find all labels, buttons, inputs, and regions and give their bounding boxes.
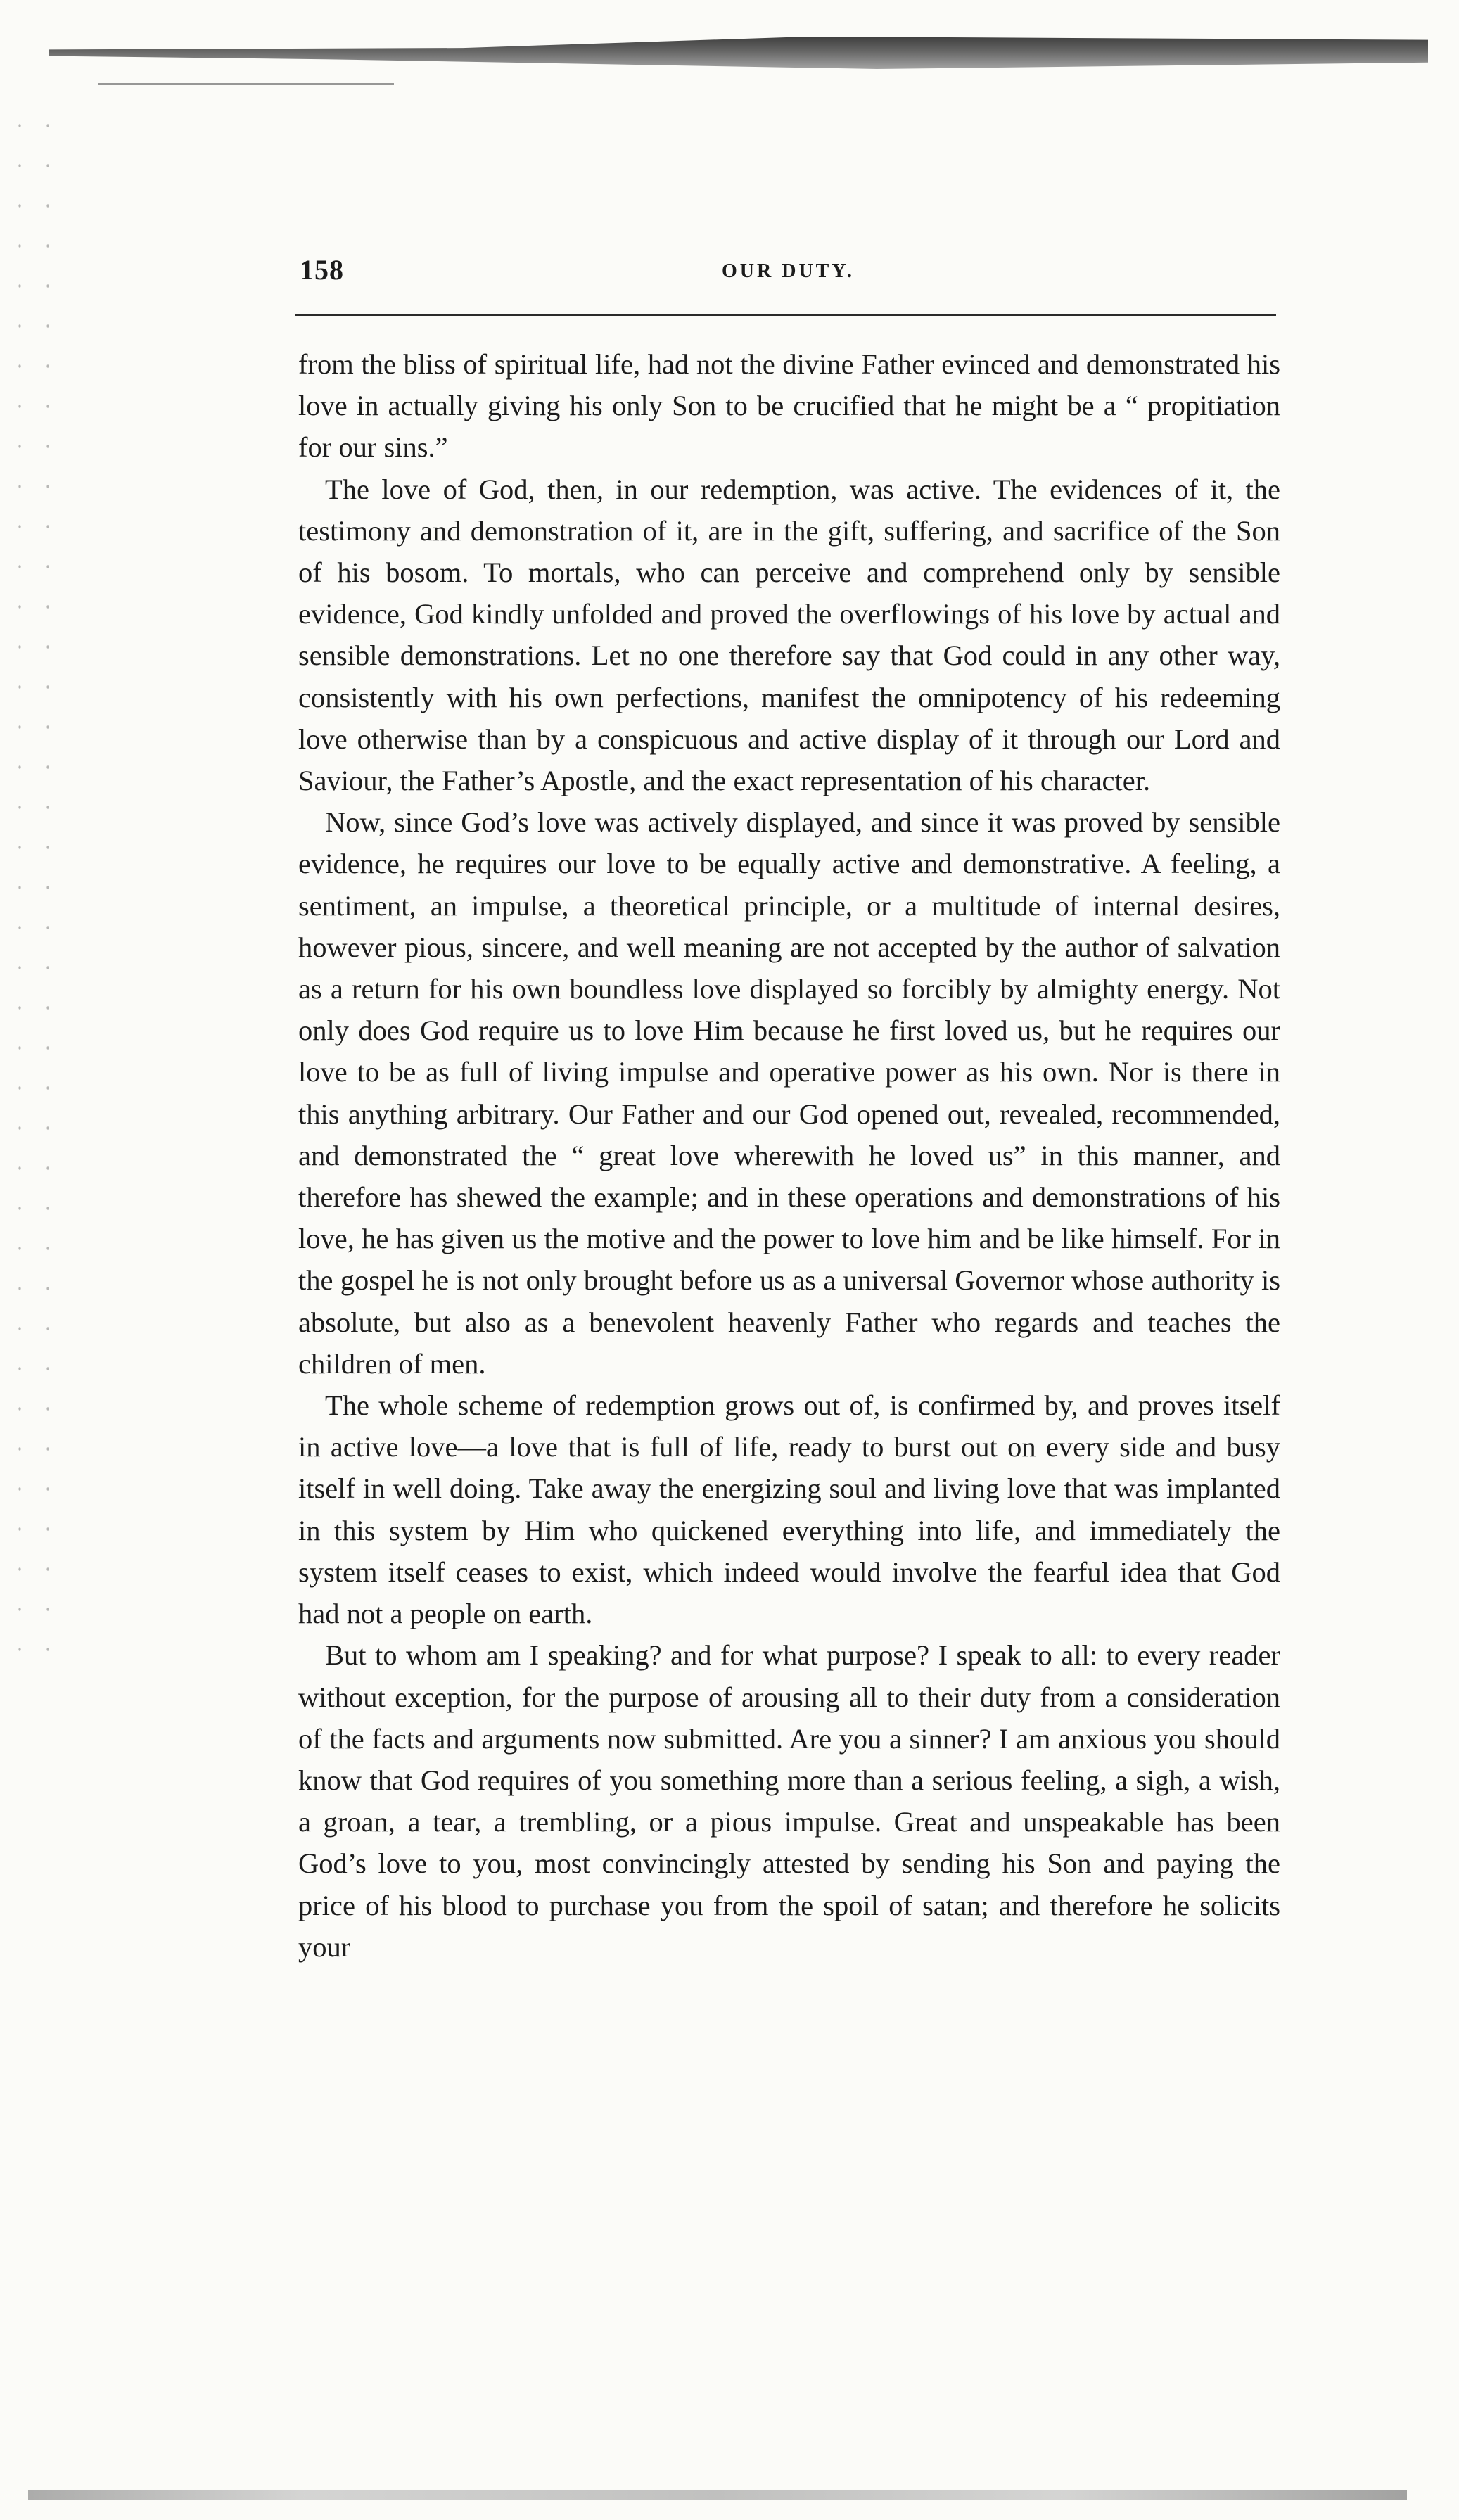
- page-number: 158: [300, 254, 344, 286]
- page-header: [300, 253, 1285, 295]
- scan-edge-bottom: [28, 2490, 1407, 2500]
- header-rule: [295, 314, 1276, 316]
- paragraph: from the bliss of spiritual life, had not the divine Father evinced and demonstrated his love in actually giving his only Son to be crucified that he might be a “ propitiation for our sins.”: [298, 348, 1280, 464]
- scan-edge-top: [49, 37, 1428, 69]
- scan-margin-specks: [6, 106, 69, 1653]
- running-title: OUR DUTY.: [722, 260, 855, 282]
- paragraph: But to whom am I speaking? and for what purpose? I speak to all: to every reader without exception, for the purpose of arousing all to their duty from a consideration of the facts and arguments now submitted. Are you a sinner? I am anxious you should know that God requires of you something more than a serious feeling, a sigh, a wish, a groan, a tear, a trembling, or a pious impulse. Great and unspeakable has been God’s love to you, most convincingly attested by sending his Son and paying the price of his blood to purchase you from the spoil of satan; and therefore he solicits your: [298, 1639, 1280, 1963]
- scan-mark-top: [98, 83, 394, 85]
- paragraph: The love of God, then, in our redemption, was active. The evidences of it, the testimony and demonstration of it, are in the gift, suffering, and sacrifice of the Son of his bosom. To mortals, who can perceive and comprehend only by sensible evidence, God kindly unfolded and proved the overflowings of his love by actual and sensible demonstrations. Let no one therefore say that God could in any other way, consistently with his own perfections, manifest the omnipotency of his redeeming love otherwise than by a conspicuous and active display of it through our Lord and Saviour, the Father’s Apostle, and the exact representation of his character.: [298, 473, 1280, 797]
- paragraph: The whole scheme of redemption grows out of, is confirmed by, and proves itself in active love—a love that is full of life, ready to burst out on every side and busy itself in well doing. Take away the energizing soul and living love that was implanted in this system by Him who quickened everything into life, and immediately the system itself ceases to exist, which indeed would involve the fearful idea that God had not a people on earth.: [298, 1389, 1280, 1630]
- paragraph: Now, since God’s love was actively displayed, and since it was proved by sensible evidence, he requires our love to be equally active and demonstrative. A feeling, a sentiment, an impulse, a theoretical principle, or a multitude of internal desires, however pious, sincere, and well meaning are not accepted by the author of salvation as a return for his own boundless love displayed so forcibly by almighty energy. Not only does God require us to love Him because he first loved us, but he requires our love to be as full of living impulse and operative power as his own. Nor is there in this anything arbitrary. Our Father and our God opened out, revealed, recommended, and demonstrated the “ great love wherewith he loved us” in this manner, and therefore has shewed the example; and in these operations and demonstrations of his love, he has given us the motive and the power to love him and be like himself. For in the gospel he is not only brought before us as a universal Governor whose authority is absolute, but also as a benevolent heavenly Father who regards and teaches the children of men.: [298, 806, 1280, 1380]
- body-text: [298, 343, 1280, 1968]
